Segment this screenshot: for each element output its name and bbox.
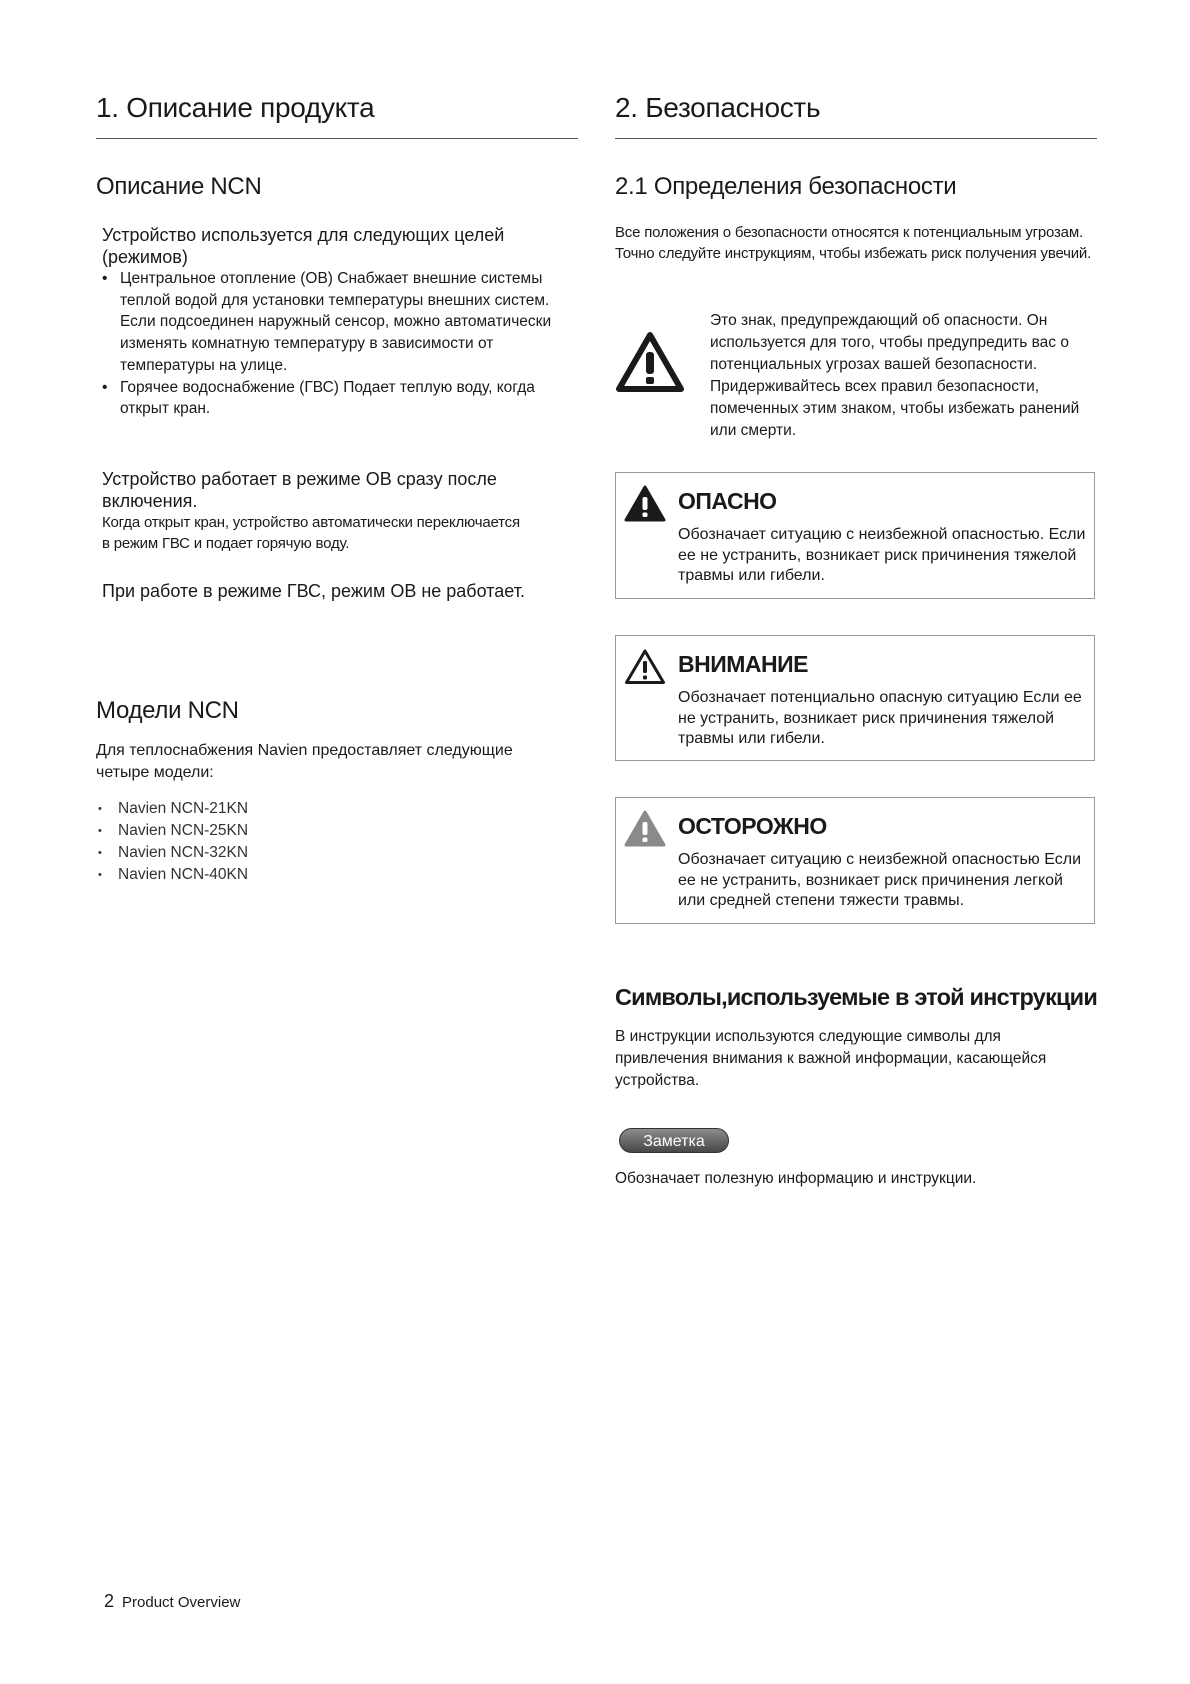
note-badge: Заметка [619,1128,729,1153]
danger-box [615,472,1095,599]
safety-alert-description: Это знак, предупреждающий об опасности. Он используется для того, чтобы предупредить вас о потенциальных угрозах вашей безопасности. Придерживайтесь всех правил безопасности, помеченных этим знаком, чтобы избежать ранений или смерти. [710,312,1080,439]
ncn-description-heading: Описание NCN [96,173,262,200]
danger-description: Обозначает ситуацию с неизбежной опасностью. Если ее не устранить, возникает риск причинения тяжелой травмы или гибели. [678,526,1086,584]
ncn-models-heading: Модели NCN [96,697,239,724]
caution-title: ОСТОРОЖНО [678,813,827,839]
list-item: • Navien NCN-40KN [98,866,249,883]
usage-modes-list [102,268,582,420]
mode-intro: Устройство работает в режиме ОВ сразу после включения. [102,469,497,511]
footer-section-name: Product Overview [122,1594,241,1611]
caution-box [615,797,1095,924]
section-divider [96,138,578,139]
list-item: • Navien NCN-32KN [98,844,249,861]
safety-definitions-heading: 2.1 Определения безопасности [615,173,957,200]
page-footer [104,1591,240,1613]
section-divider [615,138,1097,139]
warning-title: ВНИМАНИЕ [678,651,809,677]
warning-icon [624,648,666,686]
danger-title: ОПАСНО [678,488,777,514]
mode-detail: Когда открыт кран, устройство автоматически переключается в режим ГВС и подает горячую воду. [102,514,520,552]
safety-intro: Все положения о безопасности относятся к потенциальным угрозам. Точно следуйте инструкциям, чтобы избежать риск получения увечий. [615,224,1092,262]
section-title-product-description: 1. Описание продукта [96,92,375,123]
models-list [96,798,248,886]
list-item: • Горячее водоснабжение (ГВС) Подает теплую воду, когда открыт кран. [102,378,535,418]
list-item: • Navien NCN-21KN [98,800,249,817]
caution-icon [624,810,666,848]
warning-description: Обозначает потенциально опасную ситуацию Если ее не устранить, возникает риск причинения тяжелой травмы или гибели. [678,689,1082,747]
symbols-intro: В инструкции используются следующие символы для привлечения внимания к важной информации, касающейся устройства. [615,1028,1047,1089]
warning-box [615,635,1095,761]
mode-note: При работе в режиме ГВС, режим ОВ не работает. [102,581,525,601]
models-intro: Для теплоснабжения Navien предоставляет следующие четыре модели: [96,742,513,781]
caution-description: Обозначает ситуацию с неизбежной опасностью Если ее не устранить, возникает риск причинения легкой или средней степени тяжести травмы. [678,851,1081,909]
safety-alert-icon [615,330,685,394]
usage-intro: Устройство используется для следующих целей (режимов) [102,225,505,267]
list-item: • Navien NCN-25KN [98,822,249,839]
danger-icon [624,485,666,523]
note-description: Обозначает полезную информацию и инструкции. [615,1170,977,1187]
list-item: • Центральное отопление (ОВ) Снабжает внешние системы теплой водой для установки температуры внешних систем. Если подсоединен наружный сенсор, можно автоматически изменять комнатную температуру в зависимости от температуры на улице. [102,270,552,374]
symbols-heading: Символы,используемые в этой инструкции [615,984,1097,1010]
page-number: 2 [104,1591,115,1611]
section-title-safety: 2. Безопасность [615,92,821,123]
